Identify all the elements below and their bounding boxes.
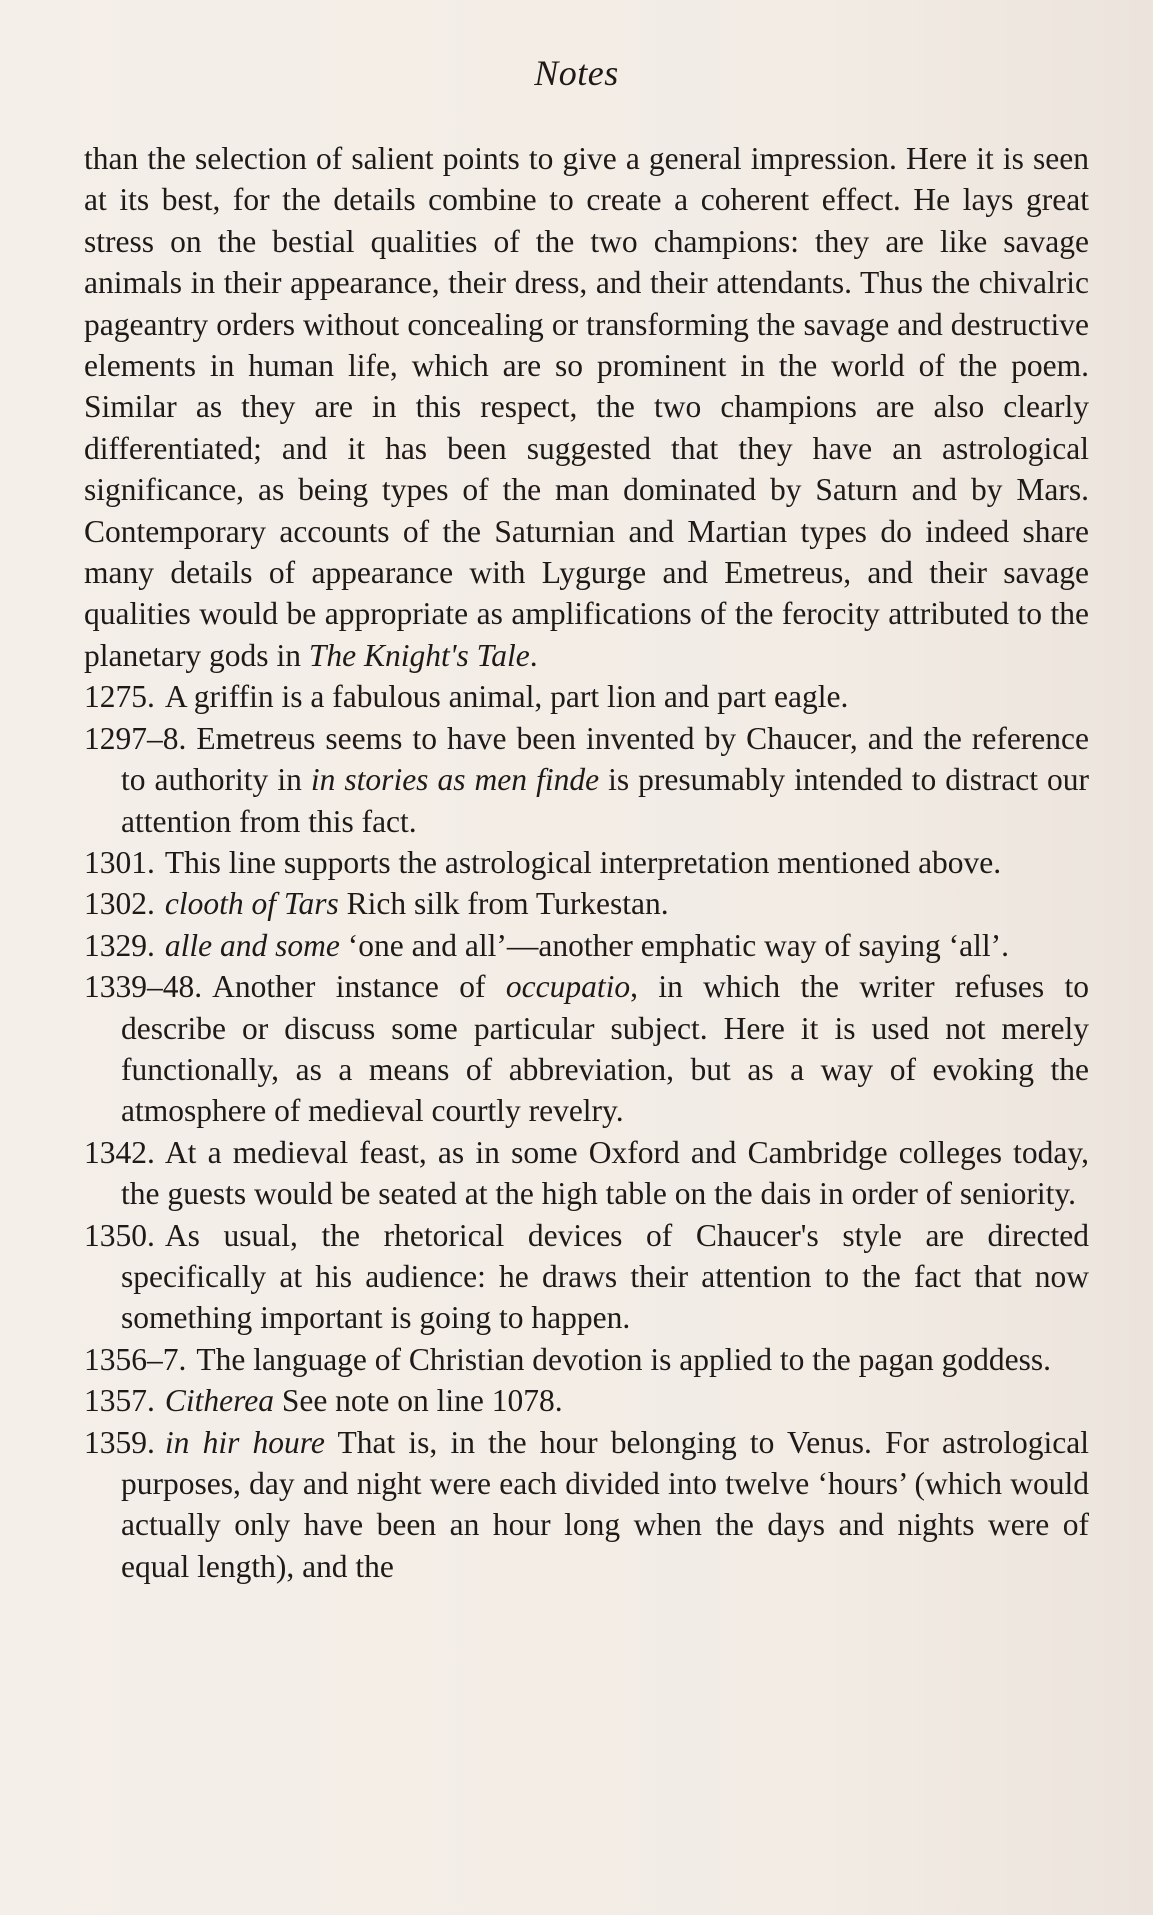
- note-reference: 1357.: [84, 1383, 155, 1419]
- note-reference: 1275.: [84, 679, 155, 715]
- note-1301: [84, 842, 1089, 883]
- note-reference: 1359.: [84, 1424, 155, 1460]
- note-text: , in which the writer refuses to describe or discuss some particular subject. Here it is used not merely functionally, as a means of abbreviation, but as a way of evoking the atmosphere of medieval courtly revelry.: [121, 969, 1090, 1129]
- note-text: That is, in the hour belonging to Venus. For astrological purposes, day and night were each divided into twelve ‘hours’ (which would actually only have been an hour long when the days and nights were of equal length), and the: [121, 1424, 1089, 1584]
- note-reference: 1329.: [84, 927, 155, 963]
- note-text-prefix: Another instance of: [212, 969, 506, 1005]
- note-1357: [84, 1380, 1089, 1421]
- note-reference: 1302.: [84, 886, 155, 922]
- note-reference: 1342.: [84, 1134, 155, 1170]
- note-text: This line supports the astrological interpretation mentioned above.: [164, 844, 1002, 880]
- continued-text-end: .: [529, 637, 538, 673]
- latin-term: occupatio: [505, 969, 631, 1005]
- note-1350: [84, 1215, 1089, 1339]
- continued-text: than the selection of salient points to give a general impression. Here it is seen at its best, for the details combine to create a coherent effect. He lays great stress on the bestial qualities of the two champions: they are like savage animals in their appearance, their dress, and their attendants. Thus the chivalric pageantry orders without concealing or transforming the savage and destructive elements in human life, which are so prominent in the world of the poem. Similar as they are in this respect, the two champions are also clearly differentiated; and it has been suggested that they have an astrological significance, as being types of the man dominated by Saturn and by Mars. Contemporary accounts of the Saturnian and Martian types do indeed share many details of appearance with Lygurge and Emetreus, and their savage qualities would be appropriate as amplifications of the ferocity attributed to the planetary gods in: [84, 141, 1089, 673]
- note-reference: 1297–8.: [84, 720, 187, 756]
- note-lemma: Citherea: [164, 1383, 274, 1419]
- note-lemma: clooth of Tars: [164, 886, 339, 922]
- note-text: Rich silk from Turkestan.: [346, 886, 669, 922]
- continued-paragraph: [84, 138, 1089, 676]
- note-reference: 1356–7.: [84, 1341, 187, 1377]
- note-text: As usual, the rhetorical devices of Chaucer's style are directed specifically at his audience: he draws their attention to the fact that now something important is going to happen.: [121, 1217, 1089, 1336]
- note-1339-48: [84, 966, 1089, 1132]
- note-reference: 1350.: [84, 1217, 155, 1253]
- running-head: Notes: [534, 53, 619, 93]
- note-1356-7: [84, 1339, 1089, 1380]
- note-text: ‘one and all’—another emphatic way of saying ‘all’.: [347, 927, 1009, 963]
- notes-body: [84, 138, 1089, 1587]
- note-1359: [84, 1422, 1089, 1588]
- note-1329: [84, 925, 1089, 966]
- note-reference: 1301.: [84, 844, 155, 880]
- note-text: The language of Christian devotion is applied to the pagan goddess.: [196, 1341, 1052, 1377]
- note-text: See note on line 1078.: [281, 1383, 563, 1419]
- quoted-phrase: in stories as men finde: [310, 762, 600, 798]
- note-lemma: alle and some: [164, 927, 340, 963]
- note-text: is presumably intended to distract our attention from this fact.: [121, 762, 1089, 839]
- work-title: The Knight's Tale: [308, 637, 530, 673]
- note-1342: [84, 1132, 1089, 1215]
- note-lemma: in hir houre: [164, 1424, 325, 1460]
- note-text: A griffin is a fabulous animal, part lion and part eagle.: [164, 679, 849, 715]
- note-1302: [84, 883, 1089, 924]
- note-1297-8: [84, 718, 1089, 842]
- note-text: At a medieval feast, as in some Oxford and Cambridge colleges today, the guests would be seated at the high table on the dais in order of seniority.: [121, 1134, 1089, 1212]
- notes-list: [84, 676, 1089, 1587]
- note-reference: 1339–48.: [84, 969, 203, 1005]
- note-1275: [84, 676, 1089, 717]
- note-text-prefix: Emetreus seems to have been invented by Chaucer, and the reference to authority in: [121, 720, 1089, 798]
